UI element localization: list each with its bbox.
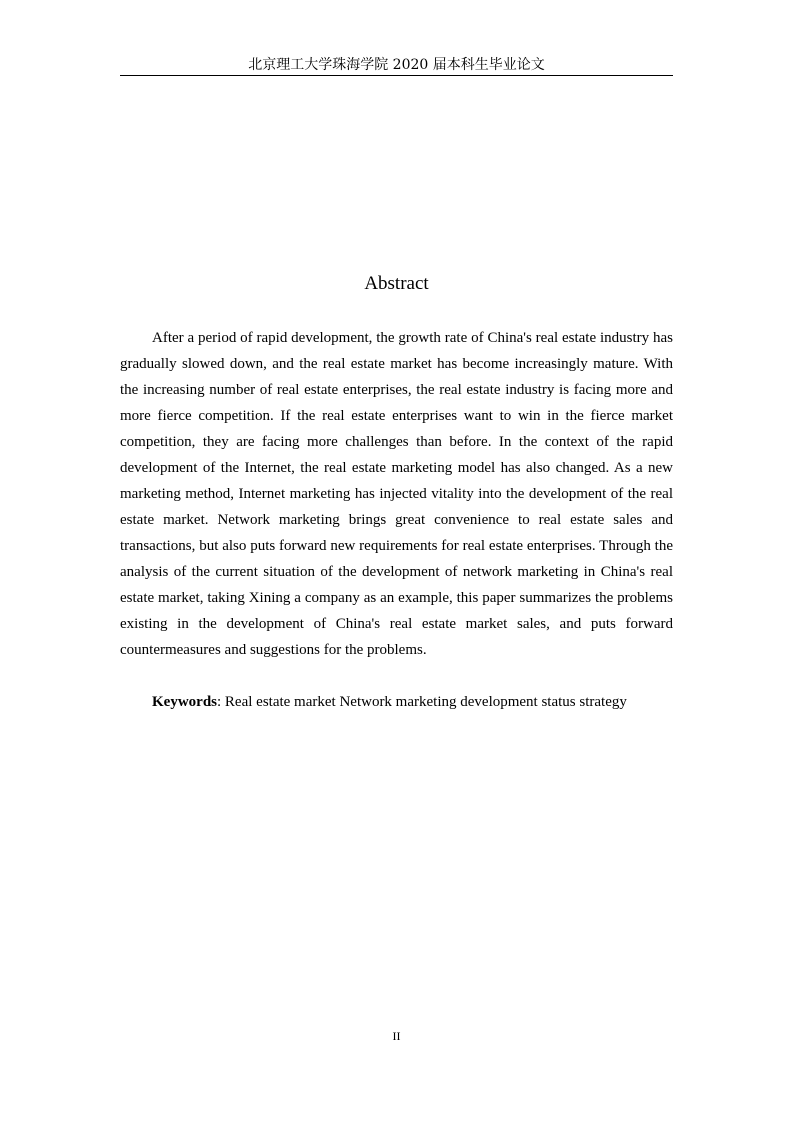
running-header: 北京理工大学珠海学院 2020 届本科生毕业论文 <box>248 57 545 73</box>
keywords-text: Real estate market Network marketing development status strategy <box>224 694 627 710</box>
header-divider <box>120 75 673 76</box>
abstract-paragraph: After a period of rapid development, the growth rate of China's real estate industry has gradually slowed down, and the real estate market has become increasingly mature. With the increasing number of real estate enterprises, the real estate industry is facing more and more fierce competition. If the real estate enterprises want to win in the fierce market competition, they are facing more challenges than before. In the context of the rapid development of the Internet, the real estate marketing model has also changed. As a new marketing method, Internet marketing has injected vitality into the development of the real estate market. Network marketing brings great convenience to real estate sales and transactions, but also puts forward new requirements for real estate enterprises. Through the analysis of the current situation of the development of network marketing in China's real estate market, taking Xining a company as an example, this paper summarizes the problems existing in the development of China's real estate market sales, and puts forward countermeasures and suggestions for the problems. <box>120 330 673 658</box>
keywords-separator: : <box>217 694 225 710</box>
page-number: II <box>392 1029 401 1043</box>
abstract-body <box>120 325 673 663</box>
section-title: Abstract <box>364 273 429 294</box>
keywords-line <box>120 689 673 715</box>
keywords-label: Keywords <box>152 694 217 710</box>
